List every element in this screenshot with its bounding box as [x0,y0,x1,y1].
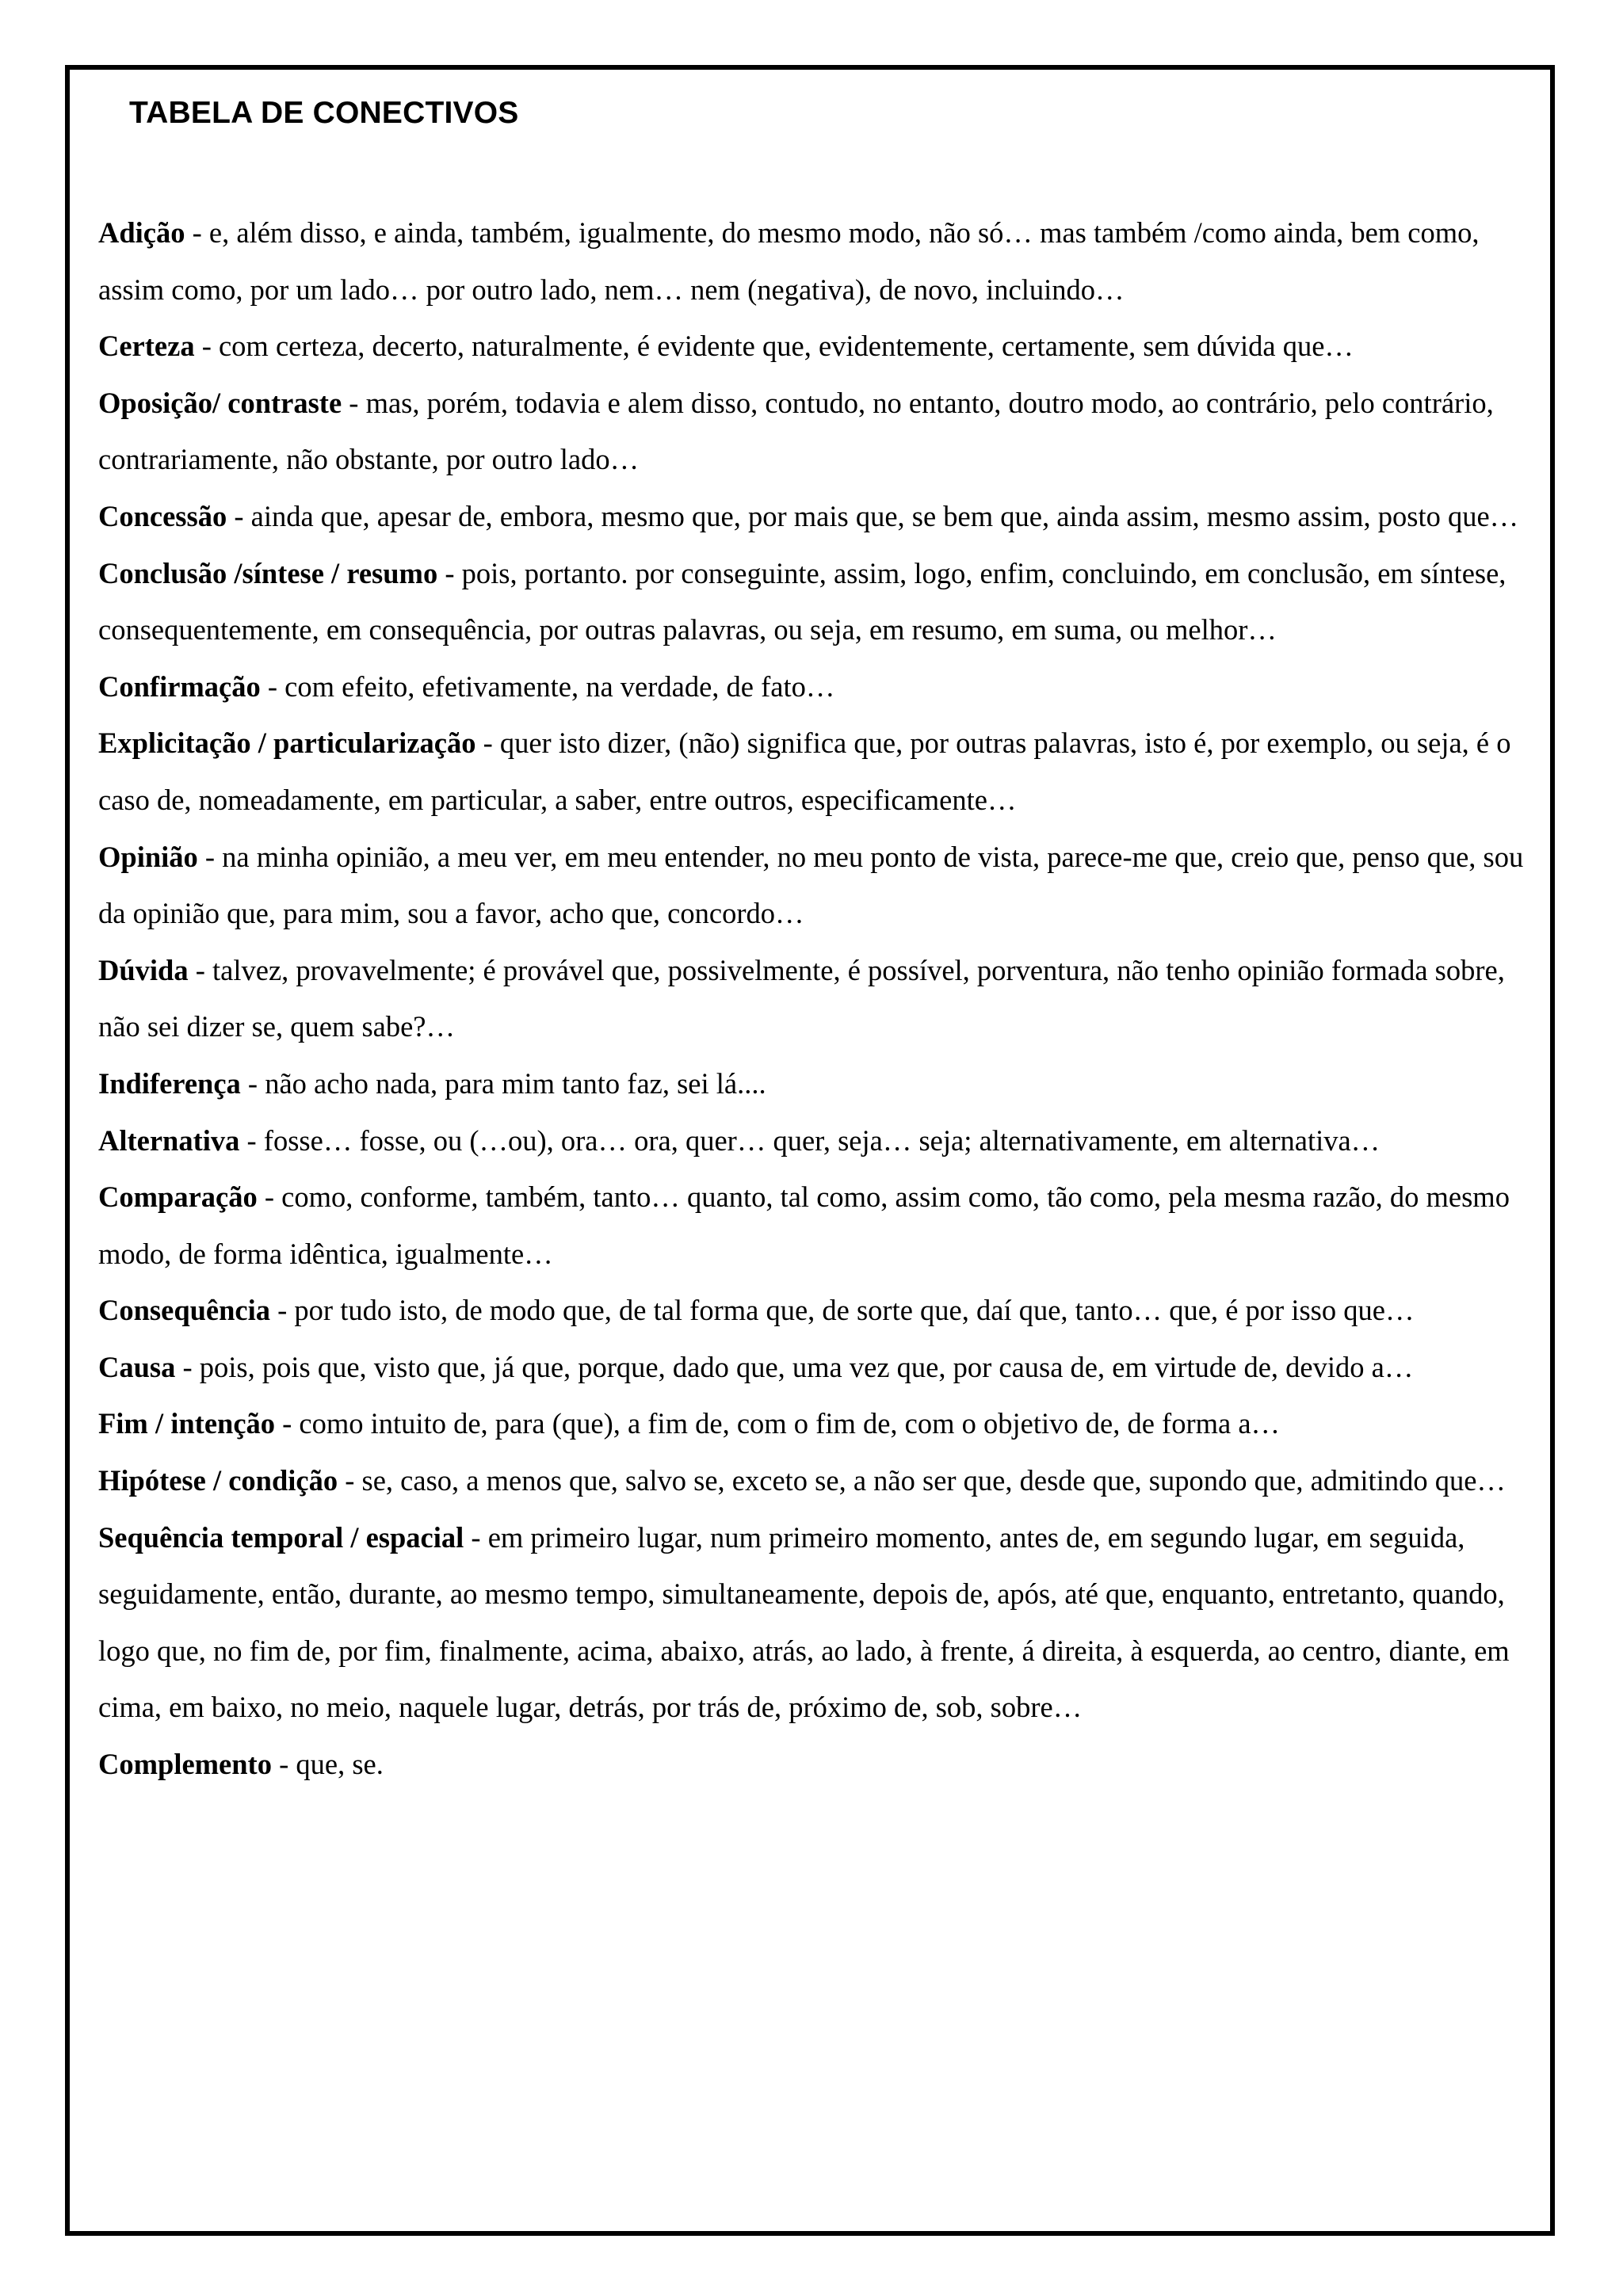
entry-term: Hipótese / condição [98,1464,338,1497]
entry-text: - que, se. [271,1748,384,1781]
entry-sequencia [98,1509,1525,1736]
entry-text: - ainda que, apesar de, embora, mesmo que, por mais que, se bem que, ainda assim, mesmo assim, posto que… [227,499,1519,532]
entry-oposicao [98,375,1525,488]
entry-text: - em primeiro lugar, num primeiro momento, antes de, em segundo lugar, em seguida, seguidamente, então, durante, ao mesmo tempo, simultaneamente, depois de, após, até que, enquanto, entretanto, quando, logo que, no fim de, por fim, finalmente, acima, abaixo, atrás, ao lado, à frente, á direita, à esquerda, ao centro, diante, em cima, em baixo, no meio, naquele lugar, detrás, por trás de, próximo de, sob, sobre… [98,1520,1510,1724]
entry-fim-intencao [98,1395,1525,1452]
entry-text: - pois, portanto. por conseguinte, assim, logo, enfim, concluindo, em conclusão, em síntese, consequentemente, em consequência, por outras palavras, ou seja, em resumo, em suma, ou melhor… [98,556,1507,646]
entry-consequencia [98,1282,1525,1339]
entry-term: Dúvida [98,953,189,986]
entry-term: Indiferença [98,1066,241,1100]
entry-alternativa [98,1112,1525,1169]
entry-term: Consequência [98,1294,271,1327]
entry-text: - por tudo isto, de modo que, de tal forma que, de sorte que, daí que, tanto… que, é por isso que… [270,1294,1415,1327]
entry-term: Fim / intenção [98,1407,276,1440]
entry-term: Certeza [98,330,195,363]
entry-adicao [98,204,1525,318]
entry-conclusao [98,545,1525,658]
entry-hipotese [98,1452,1525,1509]
entry-term: Adição [98,216,185,249]
entry-term: Oposição/ contraste [98,386,342,419]
entry-term: Complemento [98,1748,272,1781]
entry-text: - com certeza, decerto, naturalmente, é evidente que, evidentemente, certamente, sem dúvida que… [194,330,1354,363]
entry-text: - quer isto dizer, (não) significa que, por outras palavras, isto é, por exemplo, ou seja, é o caso de, nomeadamente, em particular, a saber, entre outros, especificamente… [98,727,1511,816]
entry-term: Alternativa [98,1123,240,1157]
entry-confirmacao [98,658,1525,715]
entry-causa [98,1339,1525,1396]
entry-term: Concessão [98,499,227,532]
entry-concessao [98,488,1525,545]
entry-text: - talvez, provavelmente; é provável que, possivelmente, é possível, porventura, não tenho opinião formada sobre, não sei dizer se, quem sabe?… [98,953,1505,1043]
entry-text: - com efeito, efetivamente, na verdade, de fato… [260,669,835,703]
entry-term: Sequência temporal / espacial [98,1520,464,1554]
entry-term: Explicitação / particularização [98,727,476,760]
entry-complemento [98,1736,1525,1793]
entry-comparacao [98,1169,1525,1282]
entry-text: - pois, pois que, visto que, já que, porque, dado que, uma vez que, por causa de, em virtude de, devido a… [175,1350,1414,1383]
entry-indiferenca [98,1055,1525,1112]
entry-explicitacao [98,715,1525,828]
entry-duvida [98,942,1525,1055]
page-title: TABELA DE CONECTIVOS [129,96,519,130]
entry-term: Conclusão /síntese / resumo [98,556,438,589]
entry-text: - se, caso, a menos que, salvo se, exceto se, a não ser que, desde que, supondo que, admitindo que… [338,1464,1506,1497]
entry-term: Confirmação [98,669,261,703]
entry-certeza [98,318,1525,375]
entry-text: - mas, porém, todavia e alem disso, contudo, no entanto, doutro modo, ao contrário, pelo contrário, contrariamente, não obstante, por outro lado… [98,386,1494,476]
entry-opiniao [98,829,1525,942]
entry-text: - e, além disso, e ainda, também, igualmente, do mesmo modo, não só… mas também /como ainda, bem como, assim como, por um lado… por outro lado, nem… nem (negativa), de novo, incluindo… [98,216,1480,306]
connectives-list [98,204,1525,1793]
entry-text: - como intuito de, para (que), a fim de, com o fim de, com o objetivo de, de forma a… [275,1407,1281,1440]
entry-term: Opinião [98,840,198,873]
entry-text: - na minha opinião, a meu ver, em meu entender, no meu ponto de vista, parece-me que, creio que, penso que, sou da opinião que, para mim, sou a favor, acho que, concordo… [98,840,1524,930]
entry-term: Causa [98,1350,176,1383]
entry-text: - fosse… fosse, ou (…ou), ora… ora, quer… quer, seja… seja; alternativamente, em alternativa… [239,1123,1381,1157]
entry-text: - como, conforme, também, tanto… quanto, tal como, assim como, tão como, pela mesma razão, do mesmo modo, de forma idêntica, igualmente… [98,1180,1510,1270]
entry-term: Comparação [98,1180,258,1214]
entry-text: - não acho nada, para mim tanto faz, sei lá.... [240,1066,766,1100]
